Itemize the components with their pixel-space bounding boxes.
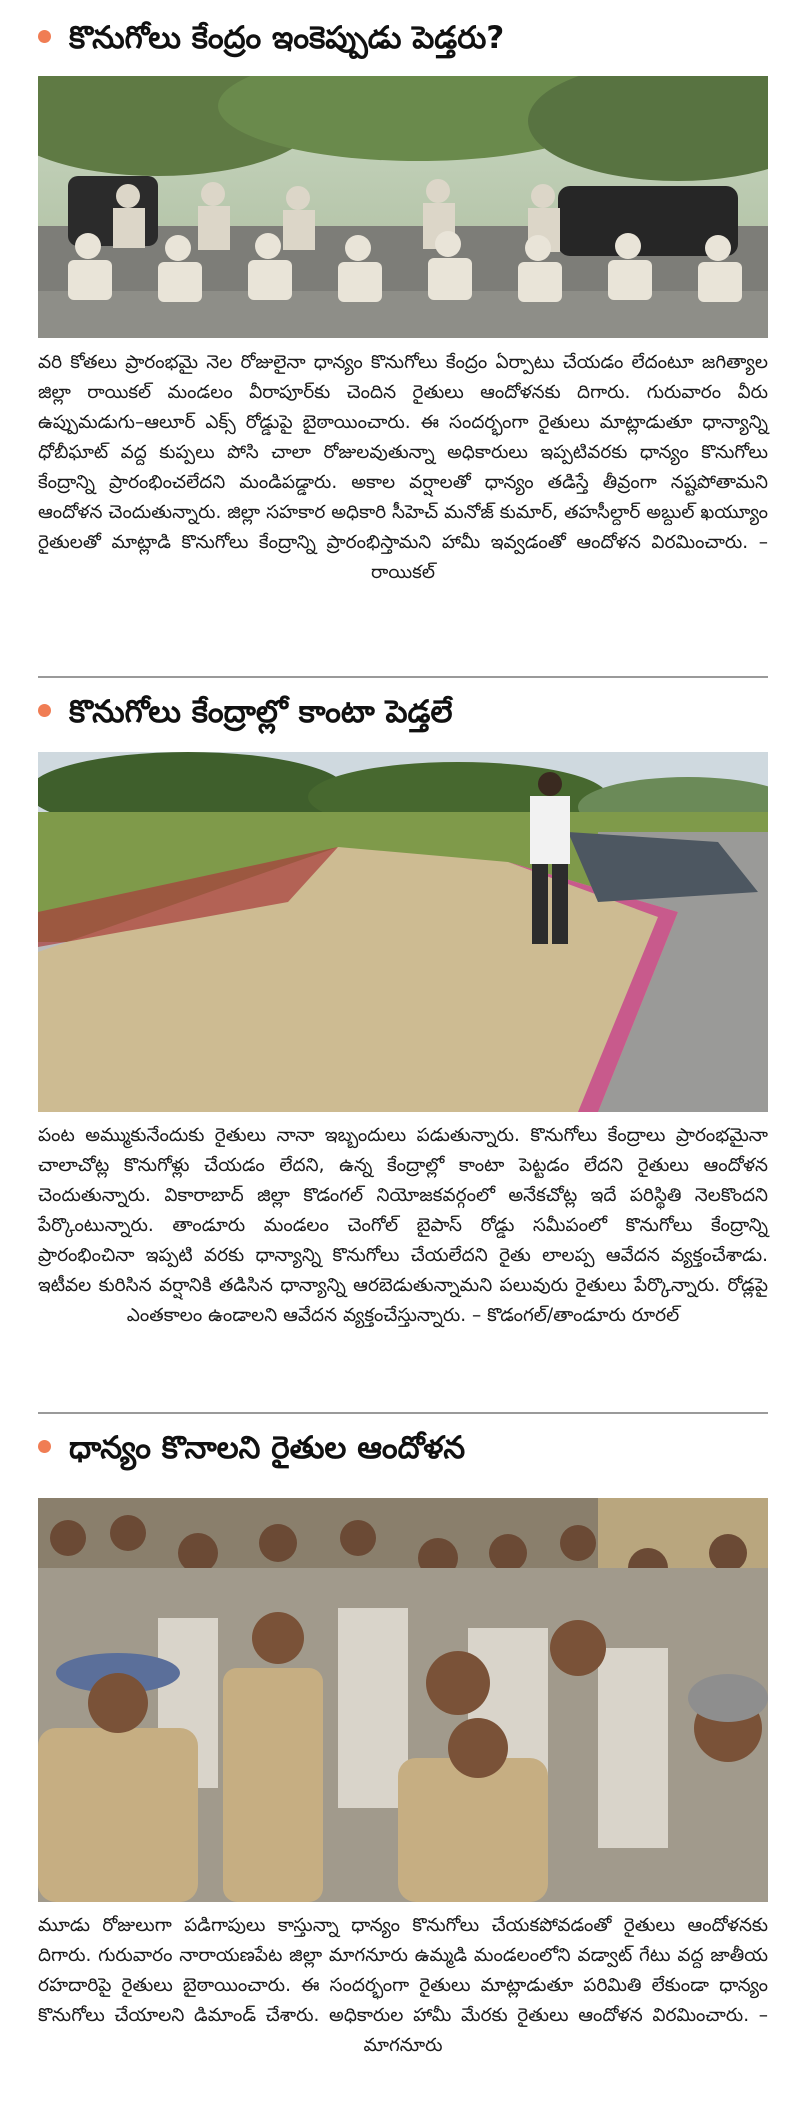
article-3-body: మూడు రోజులుగా పడిగాపులు కాస్తున్నా ధాన్యం కొనుగోలు చేయకపోవడంతో రైతులు ఆందోళనకు దిగారు. గురువారం నారాయణపేట జిల్లా మాగనూరు ఉమ్మడి మండలంలోని వడ్వాట్ గేటు వద్ద జాతీయ రహదారిపై రైతులు బైఠాయించారు. ఈ సందర్భంగా రైతులు మాట్లాడుతూ పరిమితి లేకుండా ధాన్యం కొనుగోలు చేయాలని డిమాండ్ చేశారు. అధికారుల హామీ మేరకు రైతులు ఆందోళన విరమించారు. – మాగనూరు (38, 1915, 768, 2056)
article-1-headline: కొనుగోలు కేంద్రం ఇంకెప్పుడు పెడ్తరు? (38, 18, 768, 58)
paddy-heap-farmer-photo (38, 752, 768, 1112)
farmers-protest-on-road-photo (38, 76, 768, 338)
article-3-headline: ధాన్యం కొనాలని రైతుల ఆందోళన (38, 1428, 768, 1468)
headline-bullet-icon (38, 704, 51, 717)
article-2-headline: కొనుగోలు కేంద్రాల్లో కాంటా పెడ్తలే (38, 692, 768, 732)
article-1-body: వరి కోతలు ప్రారంభమై నెల రోజులైనా ధాన్యం కొనుగోలు కేంద్రం ఏర్పాటు చేయడం లేదంటూ జగిత్యాల జిల్లా రాయికల్ మండలం వీరాపూర్‌కు చెందిన రైతులు ఆందోళనకు దిగారు. గురువారం వీరు ఉప్పుమడుగు–ఆలూర్ ఎక్స్ రోడ్డుపై బైఠాయించారు. ఈ సందర్భంగా రైతులు మాట్లాడుతూ ధాన్యాన్ని ధోబీఘాట్ వద్ద కుప్పలు పోసి చాలా రోజులవుతున్నా అధికారులు ఇప్పటివరకు ధాన్యం కొనుగోలు కేంద్రాన్ని ప్రారంభించలేదని మండిపడ్డారు. అకాల వర్షాలతో ధాన్యం తడిస్తే తీవ్రంగా నష్టపోతామని ఆందోళన చెందుతున్నారు. జిల్లా సహకార అధికారి సీహెచ్ మనోజ్ కుమార్, తహసీల్దార్ అబ్దుల్ ఖయ్యూం రైతులతో మాట్లాడి కొనుగోలు కేంద్రాన్ని ప్రారంభిస్తామని హామీ ఇవ్వడంతో ఆందోళన విరమించారు. – రాయికల్ (38, 352, 768, 583)
article-2-body: పంట అమ్ముకునేందుకు రైతులు నానా ఇబ్బందులు పడుతున్నారు. కొనుగోలు కేంద్రాలు ప్రారంభమైనా చాలాచోట్ల కొనుగోళ్లు చేయడం లేదని, ఉన్న కేంద్రాల్లో కాంటా పెట్టడం లేదని రైతులు ఆందోళన చెందుతున్నారు. వికారాబాద్ జిల్లా కొడంగల్ నియోజకవర్గంలో అనేకచోట్ల ఇదే పరిస్థితి నెలకొందని పేర్కొంటున్నారు. తాండూరు మండలం చెంగోల్ బైపాస్ రోడ్డు సమీపంలో కొనుగోలు కేంద్రాన్ని ప్రారంభించినా ఇప్పటి వరకు ధాన్యాన్ని కొనుగోలు చేయలేదని రైతు లాలప్ప ఆవేదన వ్యక్తంచేశాడు. ఇటీవల కురిసిన వర్షానికి తడిసిన ధాన్యాన్ని ఆరబెడుతున్నామని పలువురు రైతులు పేర్కొన్నారు. రోడ్లపై ఎంతకాలం ఉండాలని ఆవేదన వ్యక్తంచేస్తున్నారు. – కొడంగల్/తాండూరు రూరల్ (38, 1125, 768, 1326)
section-divider (38, 676, 768, 678)
headline-bullet-icon (38, 30, 51, 43)
headline-bullet-icon (38, 1440, 51, 1453)
section-divider (38, 1412, 768, 1414)
police-and-farmers-crowd-photo (38, 1498, 768, 1902)
